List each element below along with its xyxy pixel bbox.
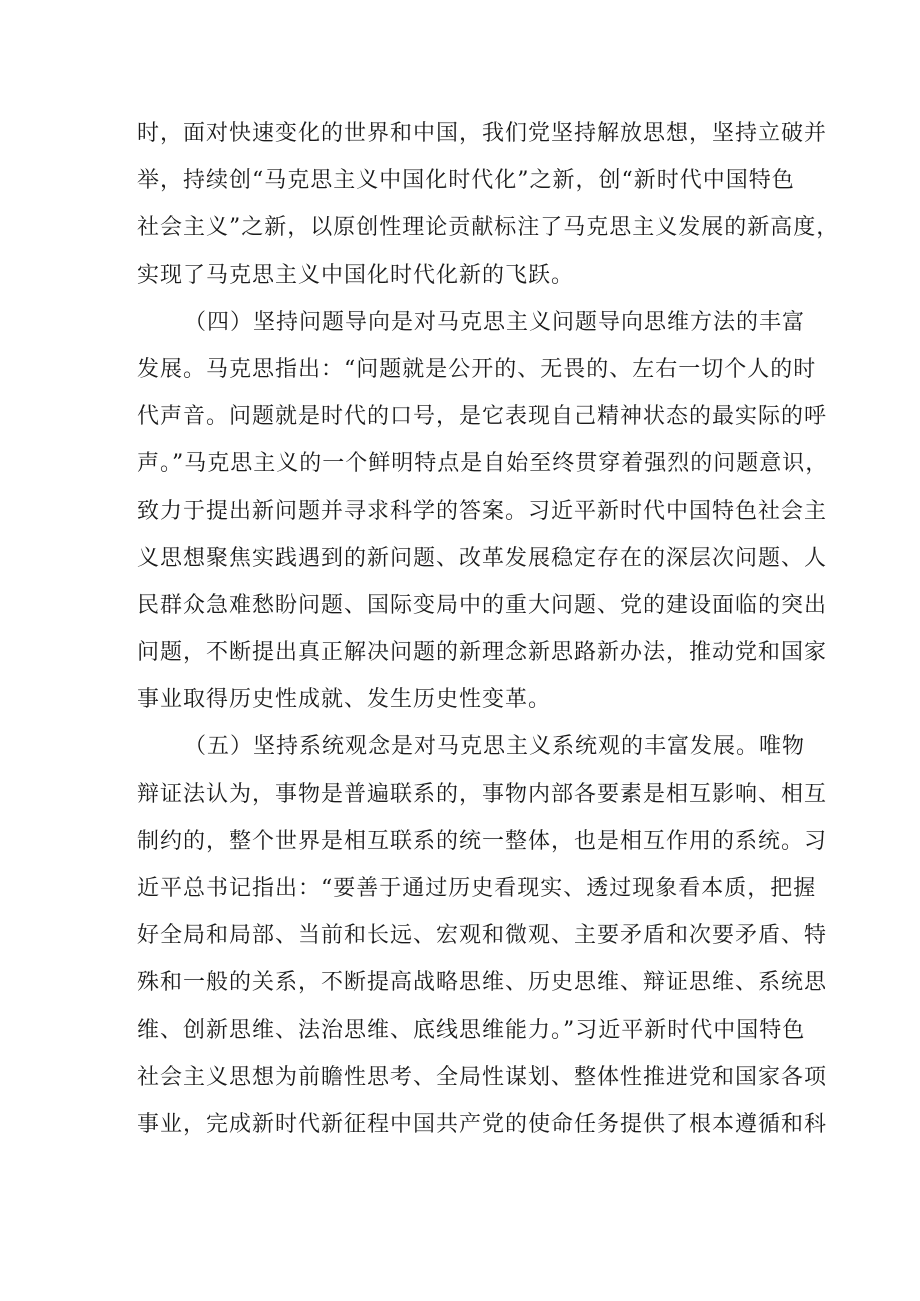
text-line: 殊和一般的关系，不断提高战略思维、历史思维、辩证思维、系统思: [137, 970, 828, 996]
text-line: 实现了马克思主义中国化时代化新的飞跃。: [137, 262, 575, 288]
text-line: 制约的，整个世界是相互联系的统一整体，也是相互作用的系统。习: [137, 828, 828, 854]
text-line: （五）坚持系统观念是对马克思主义系统观的丰富发展。唯物: [184, 734, 806, 760]
text-line: 代声音。问题就是时代的口号，是它表现自己精神状态的最实际的呼: [137, 404, 828, 430]
text-line: 事业，完成新时代新征程中国共产党的使命任务提供了根本遵循和科: [137, 1111, 828, 1137]
text-line: 好全局和局部、当前和长远、宏观和微观、主要矛盾和次要矛盾、特: [137, 923, 828, 949]
text-line: 社会主义”之新，以原创性理论贡献标注了马克思主义发展的新高度，: [137, 215, 840, 241]
text-line: 近平总书记指出：“要善于通过历史看现实、透过现象看本质，把握: [137, 876, 817, 901]
paragraph-section-five: [137, 723, 828, 1148]
text-line: （四）坚持问题导向是对马克思主义问题导向思维方法的丰富: [184, 309, 806, 335]
text-line: 声。”马克思主义的一个鲜明特点是自始至终贯穿着强烈的问题意识，: [137, 451, 829, 477]
text-line: 义思想聚焦实践遇到的新问题、改革发展稳定存在的深层次问题、人: [137, 545, 828, 571]
text-line: 维、创新思维、法治思维、底线思维能力。”习近平新时代中国特色: [137, 1017, 806, 1043]
text-line: 发展。马克思指出：“问题就是公开的、无畏的、左右一切个人的时: [137, 356, 817, 382]
text-line: 辩证法认为，事物是普遍联系的，事物内部各要素是相互影响、相互: [137, 781, 828, 807]
text-line: 举，持续创“马克思主义中国化时代化”之新，创“新时代中国特色: [137, 168, 795, 194]
document-body: [137, 110, 840, 1148]
paragraph-section-four: [137, 299, 829, 724]
text-line: 时，面对快速变化的世界和中国，我们党坚持解放思想，坚持立破并: [137, 121, 828, 146]
text-line: 致力于提出新问题并寻求科学的答案。习近平新时代中国特色社会主: [137, 498, 828, 524]
text-line: 社会主义思想为前瞻性思考、全局性谋划、整体性推进党和国家各项: [137, 1064, 828, 1090]
text-line: 事业取得历史性成就、发生历史性变革。: [137, 687, 552, 713]
paragraph-continuation: [137, 110, 840, 299]
text-line: 问题，不断提出真正解决问题的新理念新思路新办法，推动党和国家: [137, 640, 828, 666]
text-line: 民群众急难愁盼问题、国际变局中的重大问题、党的建设面临的突出: [137, 592, 828, 618]
